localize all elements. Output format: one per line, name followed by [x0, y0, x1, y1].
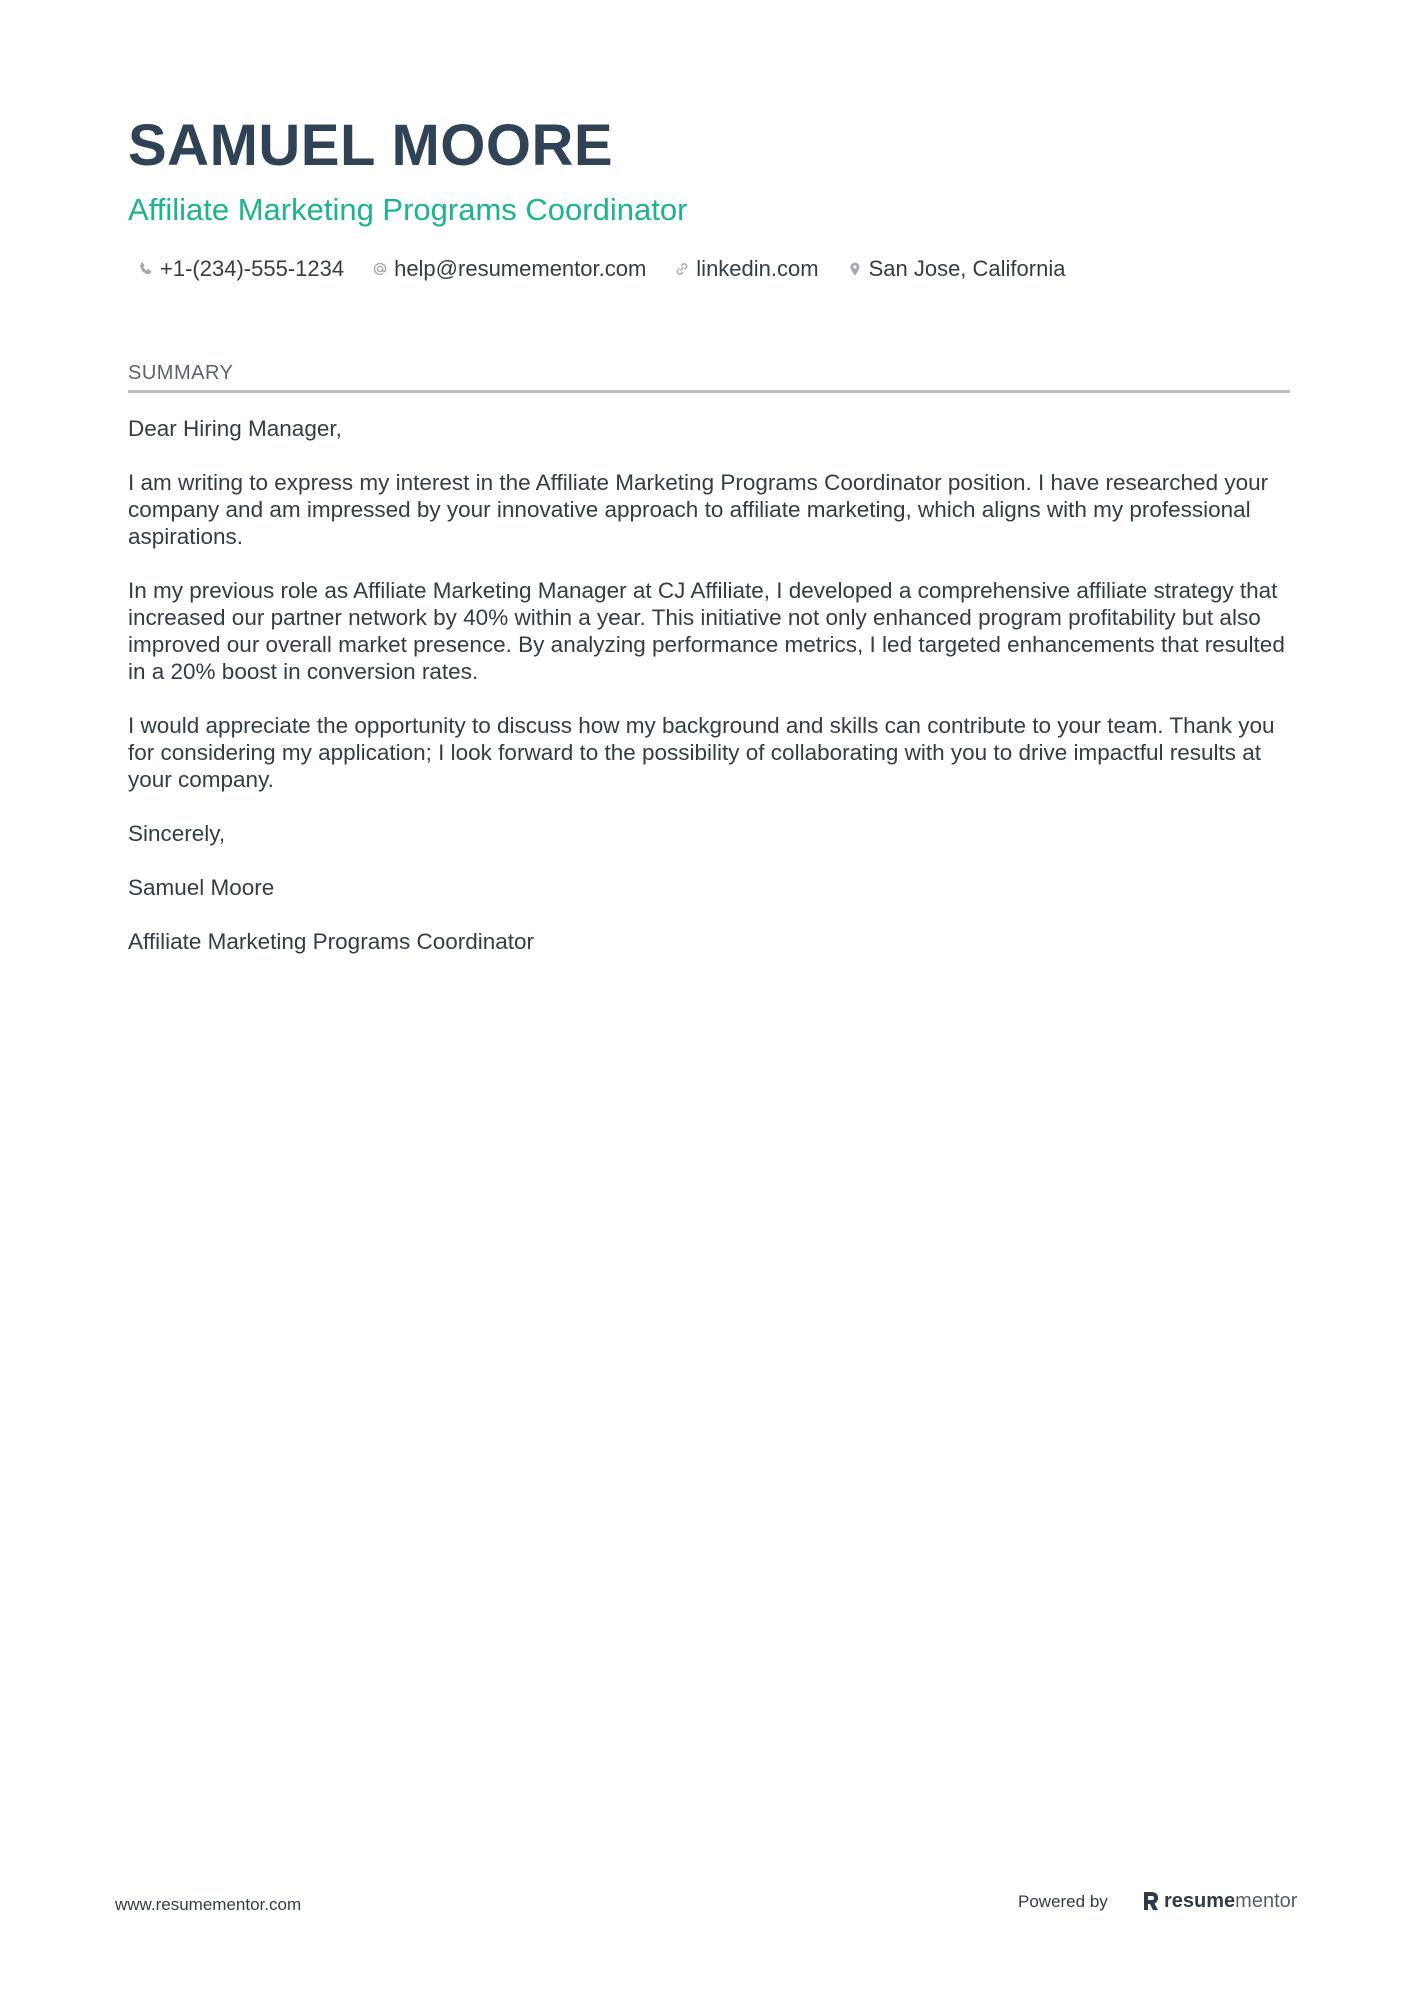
- paragraph-closing: I would appreciate the opportunity to discuss how my background and skills can contribute to your team. Thank you for considering my application; I look forward to the possibility of collaborating with you to drive impactful results at your company.: [128, 713, 1275, 792]
- candidate-name: SAMUEL MOORE: [128, 113, 614, 178]
- header: [128, 108, 1288, 286]
- contact-email[interactable]: [370, 256, 646, 282]
- contact-location: [845, 256, 1066, 282]
- location-icon: [845, 259, 865, 279]
- signature-name: Samuel Moore: [128, 875, 275, 900]
- linkedin-text: linkedin.com: [696, 256, 819, 281]
- powered-by-label: Powered by: [1018, 1892, 1108, 1911]
- letter-body: [128, 415, 1290, 955]
- logo-mark-icon: [1142, 1890, 1160, 1912]
- contact-bar: [128, 252, 1288, 286]
- resumementor-logo[interactable]: [1142, 1886, 1297, 1916]
- location-text: San Jose, California: [868, 256, 1066, 281]
- paragraph-experience: In my previous role as Affiliate Marketing Manager at CJ Affiliate, I developed a comprehensive affiliate strategy that increased our partner network by 40% within a year. This initiative not only enhanced program profitability but also improved our overall market presence. By analyzing performance metrics, I led targeted enhancements that resulted in a 20% boost in conversion rates.: [128, 578, 1285, 684]
- at-icon: [370, 259, 390, 279]
- logo-wordmark: [1164, 1888, 1297, 1914]
- sign-off: Sincerely,: [128, 821, 226, 846]
- phone-text: +1-(234)-555-1234: [160, 256, 345, 281]
- paragraph-intro: I am writing to express my interest in the Affiliate Marketing Programs Coordinator position. I have researched your company and am impressed by your innovative approach to affiliate marketing, which aligns with my professional aspirations.: [128, 470, 1269, 549]
- greeting: Dear Hiring Manager,: [128, 416, 342, 441]
- phone-icon: [136, 259, 156, 279]
- link-icon: [672, 259, 692, 279]
- signature-title: Affiliate Marketing Programs Coordinator: [128, 929, 535, 954]
- summary-section: [128, 362, 1290, 982]
- job-title: Affiliate Marketing Programs Coordinator: [128, 192, 688, 227]
- contact-linkedin[interactable]: [672, 256, 818, 282]
- logo-wordmark-light: mentor: [1235, 1890, 1298, 1912]
- contact-phone: [136, 256, 344, 282]
- logo-wordmark-bold: resume: [1164, 1890, 1236, 1912]
- email-text: help@resumementor.com: [394, 256, 647, 281]
- section-heading: SUMMARY: [128, 362, 1290, 393]
- footer-url[interactable]: www.resumementor.com: [115, 1895, 302, 1914]
